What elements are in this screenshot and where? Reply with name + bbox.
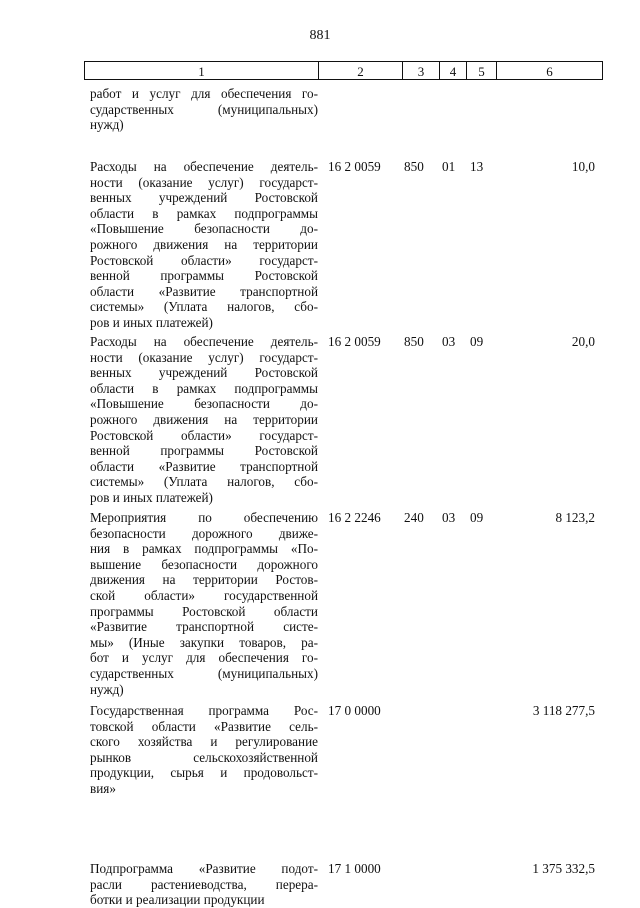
description-line: области в рамках подпрограммы — [90, 205, 318, 221]
description-line: бот и услуг для обеспечения го- — [90, 650, 318, 666]
description-line: Расходы на обеспечение деятель- — [90, 159, 318, 174]
description-line: ров и иных платежей) — [90, 489, 213, 505]
description-line: венных учреждений Ростовской — [90, 365, 318, 381]
description-line: Ростовской области» государст- — [90, 427, 318, 443]
section-code: 01 — [442, 159, 456, 174]
description-line: области «Развитие транспортной — [90, 458, 318, 474]
amount: 20,0 — [571, 334, 595, 349]
description-line: ности (оказание услуг) государст- — [90, 349, 318, 365]
description-line: Государственная программа Рос- — [90, 703, 318, 718]
header-col-2: 2 — [318, 61, 402, 80]
amount: 10,0 — [571, 159, 595, 174]
description-line: Ростовской области» государст- — [90, 252, 318, 268]
target-article-code: 16 2 2246 — [328, 510, 381, 525]
description-line: вышение безопасности дорожного — [90, 556, 318, 572]
description-line: «Повышение безопасности до- — [90, 396, 318, 412]
target-article-code: 17 1 0000 — [328, 861, 381, 876]
description-line: рынков сельскохозяйственной — [90, 749, 318, 765]
description-line: продукции, сырья и продовольст- — [90, 765, 318, 781]
description-line: нужд) — [90, 117, 124, 133]
section-code: 03 — [442, 510, 456, 525]
description-line: ния в рамках подпрограммы «По- — [90, 541, 318, 557]
description-line: области в рамках подпрограммы — [90, 380, 318, 396]
header-col-1: 1 — [84, 61, 318, 80]
header-col-6: 6 — [496, 61, 603, 80]
description-line: венной программы Ростовской — [90, 443, 318, 459]
description-line: ности (оказание услуг) государст- — [90, 174, 318, 190]
description-line: системы» (Уплата налогов, сбо- — [90, 474, 318, 490]
expense-type-code: 850 — [404, 334, 424, 349]
row-description — [90, 159, 318, 331]
description-line: рожного движения на территории — [90, 411, 318, 427]
subsection-code: 13 — [470, 159, 484, 174]
target-article-code: 16 2 0059 — [328, 334, 381, 349]
description-line: расли растениеводства, перера- — [90, 876, 318, 892]
description-line: «Повышение безопасности до- — [90, 221, 318, 237]
description-line: ской области» государственной — [90, 587, 318, 603]
row-description — [90, 86, 318, 133]
description-line: венных учреждений Ростовской — [90, 190, 318, 206]
description-line: системы» (Уплата налогов, сбо- — [90, 299, 318, 315]
page-number: 881 — [309, 28, 331, 43]
header-col-4: 4 — [439, 61, 466, 80]
row-description — [90, 510, 318, 697]
description-line: товской области «Развитие сель- — [90, 718, 318, 734]
description-line: мы» (Иные закупки товаров, ра- — [90, 634, 318, 650]
header-col-3: 3 — [402, 61, 439, 80]
description-line: рожного движения на территории — [90, 236, 318, 252]
target-article-code: 16 2 0059 — [328, 159, 381, 174]
amount: 1 375 332,5 — [532, 861, 595, 876]
description-line: работ и услуг для обеспечения го- — [90, 86, 318, 101]
description-line: сударственных (муниципальных) — [90, 665, 318, 681]
expense-type-code: 850 — [404, 159, 424, 174]
description-line: нужд) — [90, 681, 124, 697]
description-line: вия» — [90, 780, 116, 796]
description-line: ров и иных платежей) — [90, 314, 213, 330]
expense-type-code: 240 — [404, 510, 424, 525]
description-line: Мероприятия по обеспечению — [90, 510, 318, 525]
description-line: венной программы Ростовской — [90, 268, 318, 284]
description-line: Подпрограмма «Развитие подот- — [90, 861, 318, 876]
description-line: движения на территории Ростов- — [90, 572, 318, 588]
description-line: ботки и реализации продукции — [90, 892, 265, 908]
description-line: ского хозяйства и регулирование — [90, 734, 318, 750]
section-code: 03 — [442, 334, 456, 349]
amount: 3 118 277,5 — [532, 703, 595, 718]
description-line: Расходы на обеспечение деятель- — [90, 334, 318, 349]
description-line: сударственных (муниципальных) — [90, 101, 318, 117]
description-line: программы Ростовской области — [90, 603, 318, 619]
target-article-code: 17 0 0000 — [328, 703, 381, 718]
description-line: «Развитие транспортной систе- — [90, 619, 318, 635]
row-description — [90, 861, 318, 908]
subsection-code: 09 — [470, 334, 484, 349]
description-line: безопасности дорожного движе- — [90, 525, 318, 541]
header-col-5: 5 — [466, 61, 496, 80]
amount: 8 123,2 — [555, 510, 595, 525]
row-description — [90, 703, 318, 797]
description-line: области «Развитие транспортной — [90, 283, 318, 299]
row-description — [90, 334, 318, 506]
subsection-code: 09 — [470, 510, 484, 525]
